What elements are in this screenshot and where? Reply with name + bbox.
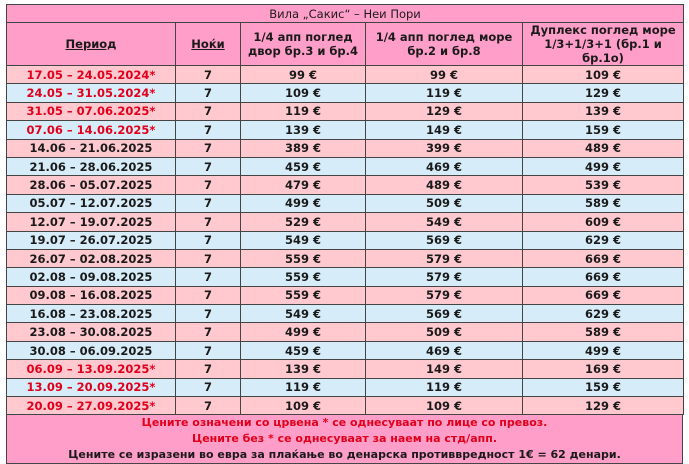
nights-cell: 7 <box>176 323 241 341</box>
period-cell: 20.09 – 27.09.2025* <box>7 397 176 415</box>
price-list <box>6 4 683 464</box>
price-seaview-cell: 129 € <box>366 102 523 120</box>
table-title: Вила „Сакис“ – Неи Пори <box>7 5 684 23</box>
price-seaview-cell: 119 € <box>366 84 523 102</box>
nights-cell: 7 <box>176 176 241 194</box>
price-seaview-cell: 469 € <box>366 341 523 359</box>
table-row <box>7 121 684 139</box>
price-courtyard-cell: 459 € <box>241 341 366 359</box>
price-seaview-cell: 489 € <box>366 176 523 194</box>
period-cell: 06.09 – 13.09.2025* <box>7 360 176 378</box>
table-row <box>7 268 684 286</box>
period-cell: 13.09 – 20.09.2025* <box>7 378 176 396</box>
price-duplex-cell: 539 € <box>523 176 684 194</box>
period-cell: 07.06 – 14.06.2025* <box>7 121 176 139</box>
price-seaview-cell: 99 € <box>366 66 523 84</box>
table-row <box>7 360 684 378</box>
price-duplex-cell: 499 € <box>523 157 684 175</box>
notes <box>6 415 683 464</box>
price-duplex-cell: 159 € <box>523 121 684 139</box>
table-row <box>7 66 684 84</box>
table-row <box>7 84 684 102</box>
price-duplex-cell: 629 € <box>523 231 684 249</box>
table-row <box>7 102 684 120</box>
price-seaview-cell: 579 € <box>366 286 523 304</box>
title-row <box>7 5 684 23</box>
price-courtyard-cell: 479 € <box>241 176 366 194</box>
price-duplex-cell: 129 € <box>523 397 684 415</box>
price-seaview-cell: 579 € <box>366 268 523 286</box>
price-courtyard-cell: 119 € <box>241 378 366 396</box>
price-courtyard-cell: 139 € <box>241 121 366 139</box>
table-row <box>7 157 684 175</box>
price-courtyard-cell: 499 € <box>241 194 366 212</box>
note-rental-prices: Цените без * се однесуваат за наем на стд/апп. <box>192 432 497 446</box>
price-seaview-cell: 399 € <box>366 139 523 157</box>
price-seaview-cell: 119 € <box>366 378 523 396</box>
note-red-prices: Цените означени со црвена * се однесуваат по лице со превоз. <box>141 416 548 430</box>
table-row <box>7 378 684 396</box>
nights-cell: 7 <box>176 268 241 286</box>
nights-cell: 7 <box>176 139 241 157</box>
period-cell: 31.05 – 07.06.2025* <box>7 102 176 120</box>
nights-cell: 7 <box>176 121 241 139</box>
nights-cell: 7 <box>176 84 241 102</box>
price-courtyard-cell: 99 € <box>241 66 366 84</box>
table-row <box>7 341 684 359</box>
nights-cell: 7 <box>176 194 241 212</box>
period-cell: 26.07 – 02.08.2025 <box>7 249 176 267</box>
period-cell: 16.08 – 23.08.2025 <box>7 305 176 323</box>
table-row <box>7 397 684 415</box>
price-duplex-cell: 589 € <box>523 194 684 212</box>
nights-cell: 7 <box>176 378 241 396</box>
price-table <box>6 4 684 415</box>
table-row <box>7 305 684 323</box>
table-row <box>7 213 684 231</box>
header-col2: 1/4 апп поглед море бр.2 и бр.8 <box>366 23 523 66</box>
table-row <box>7 194 684 212</box>
price-seaview-cell: 109 € <box>366 397 523 415</box>
price-courtyard-cell: 559 € <box>241 249 366 267</box>
price-duplex-cell: 499 € <box>523 341 684 359</box>
period-cell: 30.08 – 06.09.2025 <box>7 341 176 359</box>
header-period: Период <box>7 23 176 66</box>
nights-cell: 7 <box>176 305 241 323</box>
price-seaview-cell: 149 € <box>366 121 523 139</box>
table-row <box>7 323 684 341</box>
price-seaview-cell: 469 € <box>366 157 523 175</box>
price-duplex-cell: 489 € <box>523 139 684 157</box>
price-courtyard-cell: 529 € <box>241 213 366 231</box>
nights-cell: 7 <box>176 397 241 415</box>
period-cell: 05.07 – 12.07.2025 <box>7 194 176 212</box>
table-row <box>7 176 684 194</box>
nights-cell: 7 <box>176 66 241 84</box>
header-col1: 1/4 апп поглед двор бр.3 и бр.4 <box>241 23 366 66</box>
price-duplex-cell: 609 € <box>523 213 684 231</box>
price-courtyard-cell: 549 € <box>241 231 366 249</box>
price-duplex-cell: 159 € <box>523 378 684 396</box>
period-cell: 14.06 – 21.06.2025 <box>7 139 176 157</box>
price-seaview-cell: 509 € <box>366 194 523 212</box>
nights-cell: 7 <box>176 249 241 267</box>
price-seaview-cell: 569 € <box>366 231 523 249</box>
price-duplex-cell: 669 € <box>523 268 684 286</box>
price-courtyard-cell: 109 € <box>241 84 366 102</box>
period-cell: 02.08 – 09.08.2025 <box>7 268 176 286</box>
price-courtyard-cell: 119 € <box>241 102 366 120</box>
table-row <box>7 231 684 249</box>
price-seaview-cell: 549 € <box>366 213 523 231</box>
price-duplex-cell: 629 € <box>523 305 684 323</box>
period-cell: 17.05 – 24.05.2024* <box>7 66 176 84</box>
price-courtyard-cell: 389 € <box>241 139 366 157</box>
price-courtyard-cell: 549 € <box>241 305 366 323</box>
nights-cell: 7 <box>176 102 241 120</box>
price-duplex-cell: 669 € <box>523 286 684 304</box>
price-duplex-cell: 669 € <box>523 249 684 267</box>
price-seaview-cell: 149 € <box>366 360 523 378</box>
period-cell: 21.06 – 28.06.2025 <box>7 157 176 175</box>
price-duplex-cell: 589 € <box>523 323 684 341</box>
price-courtyard-cell: 559 € <box>241 268 366 286</box>
header-col3: Дуплекс поглед море 1/3+1/3+1 (бр.1 и бр.1о) <box>523 23 684 66</box>
price-courtyard-cell: 139 € <box>241 360 366 378</box>
price-seaview-cell: 579 € <box>366 249 523 267</box>
nights-cell: 7 <box>176 157 241 175</box>
nights-cell: 7 <box>176 360 241 378</box>
period-cell: 19.07 – 26.07.2025 <box>7 231 176 249</box>
price-seaview-cell: 569 € <box>366 305 523 323</box>
price-duplex-cell: 139 € <box>523 102 684 120</box>
period-cell: 12.07 – 19.07.2025 <box>7 213 176 231</box>
price-duplex-cell: 109 € <box>523 66 684 84</box>
nights-cell: 7 <box>176 341 241 359</box>
table-row <box>7 139 684 157</box>
period-cell: 23.08 – 30.08.2025 <box>7 323 176 341</box>
price-courtyard-cell: 109 € <box>241 397 366 415</box>
price-seaview-cell: 509 € <box>366 323 523 341</box>
period-cell: 09.08 – 16.08.2025 <box>7 286 176 304</box>
period-cell: 24.05 – 31.05.2024* <box>7 84 176 102</box>
price-courtyard-cell: 559 € <box>241 286 366 304</box>
price-courtyard-cell: 459 € <box>241 157 366 175</box>
nights-cell: 7 <box>176 286 241 304</box>
price-duplex-cell: 169 € <box>523 360 684 378</box>
header-row <box>7 23 684 66</box>
table-row <box>7 249 684 267</box>
table-row <box>7 286 684 304</box>
nights-cell: 7 <box>176 231 241 249</box>
price-courtyard-cell: 499 € <box>241 323 366 341</box>
nights-cell: 7 <box>176 213 241 231</box>
period-cell: 28.06 – 05.07.2025 <box>7 176 176 194</box>
note-currency: Цените се изразени во евра за плаќање во денарска противвредност 1€ = 62 денари. <box>68 448 621 462</box>
price-duplex-cell: 129 € <box>523 84 684 102</box>
header-nights: Ноќи <box>176 23 241 66</box>
